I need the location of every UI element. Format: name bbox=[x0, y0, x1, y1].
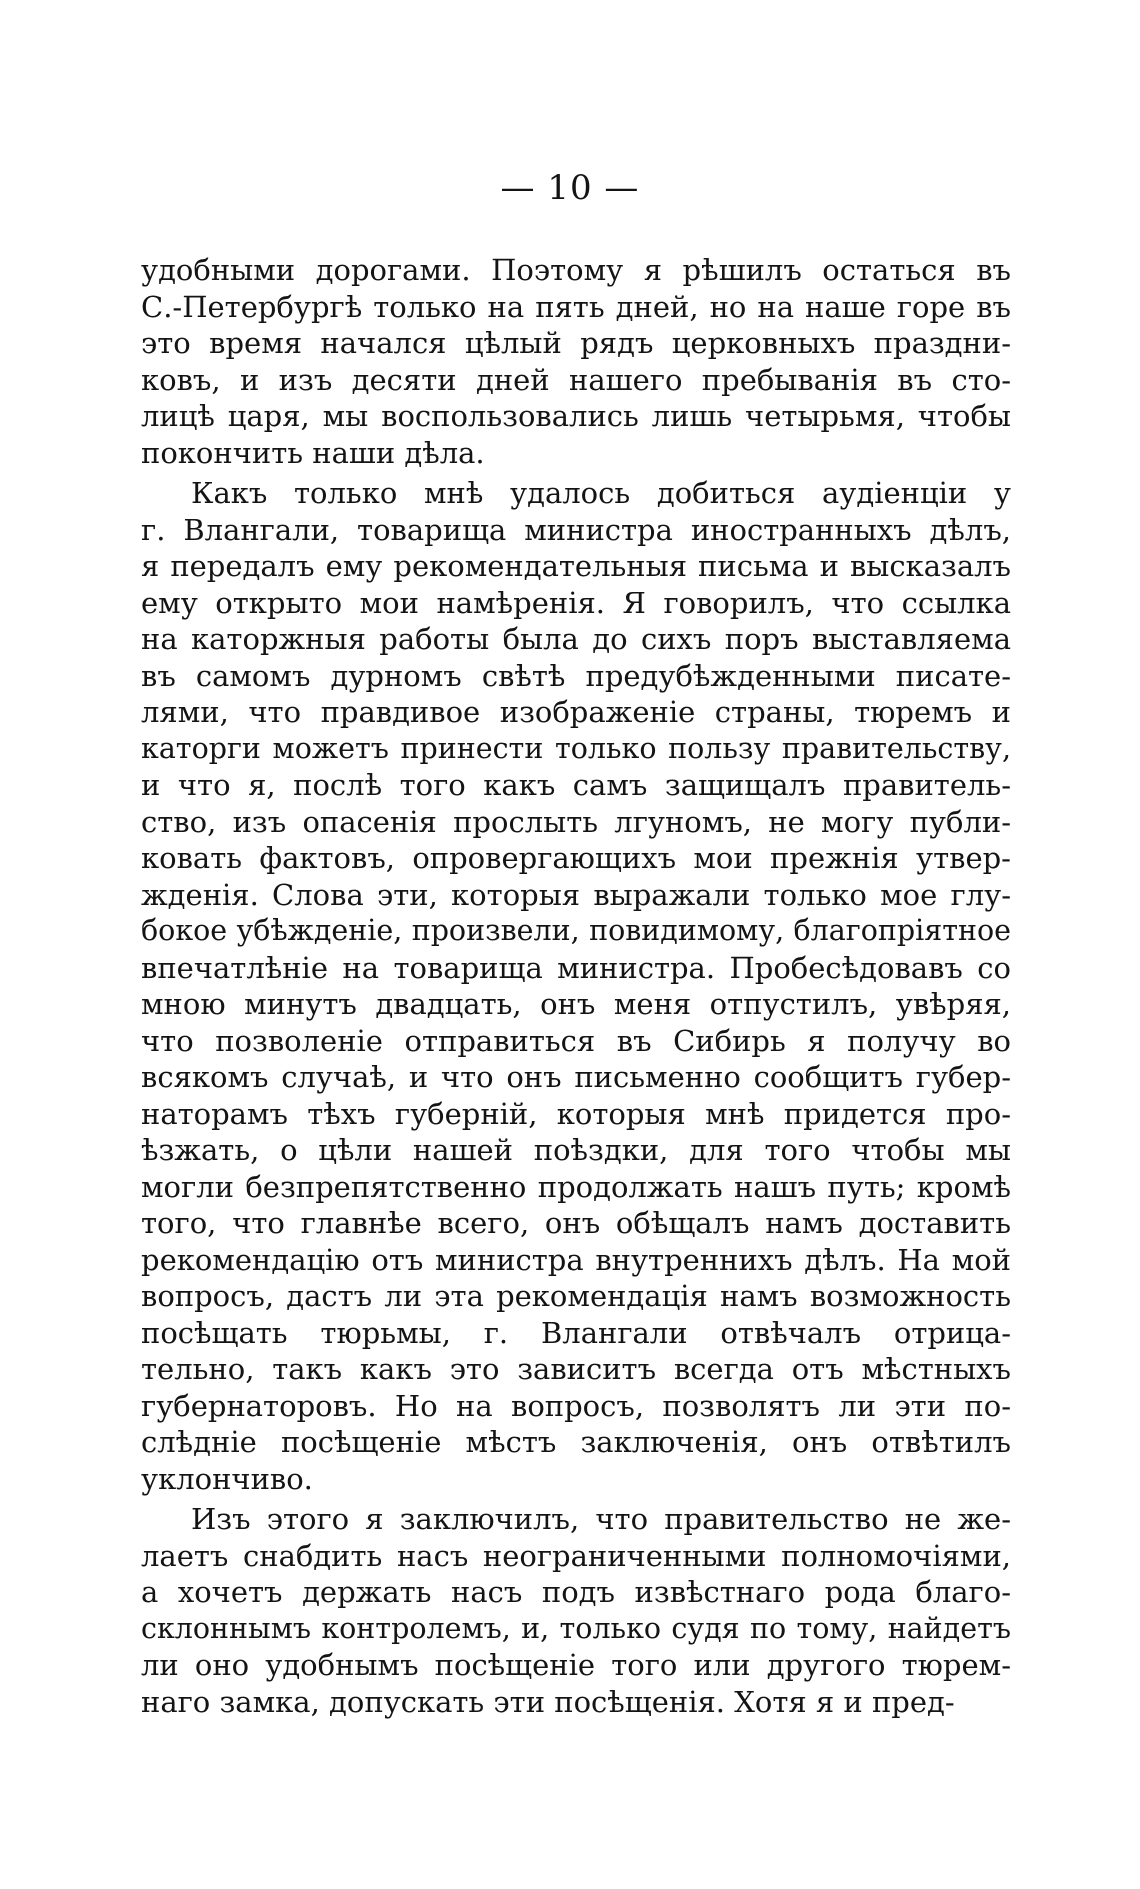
text-line: въ самомъ дурномъ свѣтѣ предубѣжденными писате- bbox=[141, 658, 1011, 693]
text-line: наторамъ тѣхъ губерній, которыя мнѣ придется про- bbox=[141, 1096, 1011, 1131]
text-line: на каторжныя работы была до сихъ поръ выставляема bbox=[141, 622, 1011, 656]
text-line: что позволеніе отправиться въ Сибирь я получу во bbox=[141, 1023, 1011, 1058]
text-line: рекомендацію отъ министра внутреннихъ дѣлъ. На мой bbox=[141, 1242, 1011, 1277]
text-line: склоннымъ контролемъ, и, только судя по тому, найдетъ bbox=[141, 1611, 1011, 1645]
text-line: С.-Петербургѣ только на пять дней, но на наше горе въ bbox=[141, 289, 1011, 324]
text-line: каторги можетъ принести только пользу правительству, bbox=[141, 731, 1011, 765]
text-line: Какъ только мнѣ удалось добиться аудіенціи у bbox=[191, 476, 1011, 510]
text-line: могли безпрепятственно продолжать нашъ путь; кромѣ bbox=[141, 1169, 1011, 1204]
text-line: а хочетъ держать насъ подъ извѣстнаго рода благо- bbox=[141, 1575, 1011, 1609]
text-line: бокое убѣжденіе, произвели, повидимому, благопріятное bbox=[141, 914, 1011, 947]
text-line: ковать фактовъ, опровергающихъ мои прежнія утвер- bbox=[141, 841, 1011, 875]
text-line: уклончиво. bbox=[141, 1461, 313, 1496]
page-number: — 10 — bbox=[500, 168, 640, 208]
text-line: слѣдніе посѣщеніе мѣстъ заключенія, онъ отвѣтилъ bbox=[141, 1425, 1011, 1459]
text-line: ли оно удобнымъ посѣщеніе того или другого тюрем- bbox=[141, 1648, 1011, 1682]
text-line: всякомъ случаѣ, и что онъ письменно сообщитъ губер- bbox=[141, 1060, 1011, 1094]
text-line: жденія. Слова эти, которыя выражали только мое глу- bbox=[141, 877, 1011, 912]
text-line: покончить наши дѣла. bbox=[141, 435, 485, 470]
text-line: ѣзжать, о цѣли нашей поѣздки, для того чтобы мы bbox=[141, 1133, 1011, 1167]
body-text bbox=[141, 252, 1011, 1720]
text-line: ковъ, и изъ десяти дней нашего пребыванія въ сто- bbox=[141, 362, 1011, 397]
paragraph bbox=[141, 475, 1011, 1497]
text-line: посѣщать тюрьмы, г. Влангали отвѣчалъ отрица- bbox=[141, 1315, 1011, 1350]
text-line: губернаторовъ. Но на вопросъ, позволятъ ли эти по- bbox=[141, 1388, 1011, 1423]
text-line: впечатлѣніе на товарища министра. Пробесѣдовавъ со bbox=[141, 950, 1011, 985]
text-line: лаетъ снабдить насъ неограниченными полномочіями, bbox=[141, 1538, 1011, 1573]
paragraph bbox=[141, 252, 1011, 471]
text-line: ство, изъ опасенія прослыть лгуномъ, не могу публи- bbox=[141, 804, 1011, 839]
text-line: тельно, такъ какъ это зависитъ всегда отъ мѣстныхъ bbox=[141, 1352, 1011, 1386]
text-line: Изъ этого я заключилъ, что правительство не же- bbox=[191, 1502, 1011, 1536]
text-line: лями, что правдивое изображеніе страны, тюремъ и bbox=[141, 695, 1011, 729]
paragraph bbox=[141, 1501, 1011, 1720]
text-line: того, что главнѣе всего, онъ обѣщалъ намъ доставить bbox=[141, 1206, 1011, 1240]
text-line: я передалъ ему рекомендательныя письма и высказалъ bbox=[141, 549, 1011, 583]
text-line: мною минутъ двадцать, онъ меня отпустилъ, увѣряя, bbox=[141, 987, 1011, 1021]
text-line: это время начался цѣлый рядъ церковныхъ праздни- bbox=[141, 326, 1011, 360]
text-line: г. Влангали, товарища министра иностранныхъ дѣлъ, bbox=[141, 512, 1011, 547]
text-line: вопросъ, дастъ ли эта рекомендація намъ возможность bbox=[141, 1279, 1011, 1313]
text-line: лицѣ царя, мы воспользовались лишь четырьмя, чтобы bbox=[141, 399, 1011, 433]
text-line: наго замка, допускать эти посѣщенія. Хотя я и пред- bbox=[141, 1684, 955, 1719]
text-line: ему открыто мои намѣренія. Я говорилъ, что ссылка bbox=[141, 585, 1011, 620]
text-line: удобными дорогами. Поэтому я рѣшилъ остаться въ bbox=[141, 253, 1011, 287]
text-line: и что я, послѣ того какъ самъ защищалъ правитель- bbox=[141, 768, 1011, 802]
